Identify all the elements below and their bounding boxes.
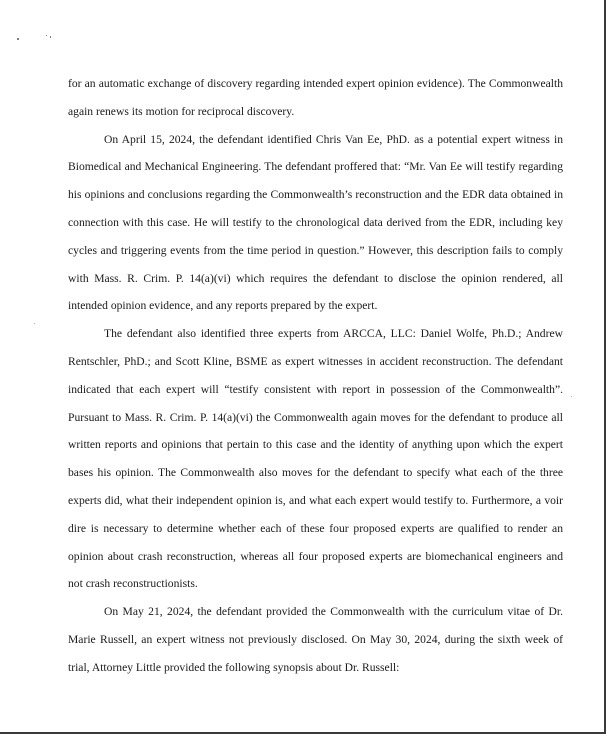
- paragraph-arcca-experts: The defendant also identified three experts from ARCCA, LLC: Daniel Wolfe, Ph.D.; Andrew Rentschler, PhD.; and Scott Kline, BSME as expert witnesses in accident reconstruction. The defendant indicated that each expert will “testify consistent with report in possession of the Commonwealth”. Pursuant to Mass. R. Crim. P. 14(a)(vi) the Commonwealth again moves for the defendant to produce all written reports and opinions that pertain to this case and the identity of anything upon which the expert bases his opinion. The Commonwealth also moves for the defendant to specify what each of the three experts did, what their independent opinion is, and what each expert would testify to. Furthermore, a voir dire is necessary to determine whether each of these four proposed experts are qualified to render an opinion about crash reconstruction, whereas all four proposed experts are biomechanical engineers and not crash reconstructionists.: [68, 327, 563, 591]
- paragraph-van-ee-expert: On April 15, 2024, the defendant identified Chris Van Ee, PhD. as a potential expert witness in Biomedical and Mechanical Engineering. The defendant proffered that: “Mr. Van Ee will testify regarding his opinions and conclusions regarding the Commonwealth’s reconstruction and the EDR data obtained in connection with this case. He will testify to the chronological data derived from the EDR, including key cycles and triggering events from the time period in question.” However, this description fails to comply with Mass. R. Crim. P. 14(a)(vi) which requires the defendant to disclose the opinion rendered, all intended opinion evidence, and any reports prepared by the expert.: [68, 132, 563, 313]
- scan-speck: [50, 36, 51, 38]
- document-body: [68, 70, 563, 682]
- scan-speck: [46, 35, 47, 36]
- scan-speck: [571, 396, 572, 397]
- paragraph-continued: for an automatic exchange of discovery regarding intended expert opinion evidence). The Commonwealth again renews its motion for reciprocal discovery.: [68, 77, 563, 118]
- paragraph-dr-russell: On May 21, 2024, the defendant provided the Commonwealth with the curriculum vitae of Dr. Marie Russell, an expert witness not previously disclosed. On May 30, 2024, during the sixth week of trial, Attorney Little provided the following synopsis about Dr. Russell:: [68, 605, 563, 674]
- scan-speck: [17, 38, 19, 40]
- scan-speck: [34, 323, 35, 324]
